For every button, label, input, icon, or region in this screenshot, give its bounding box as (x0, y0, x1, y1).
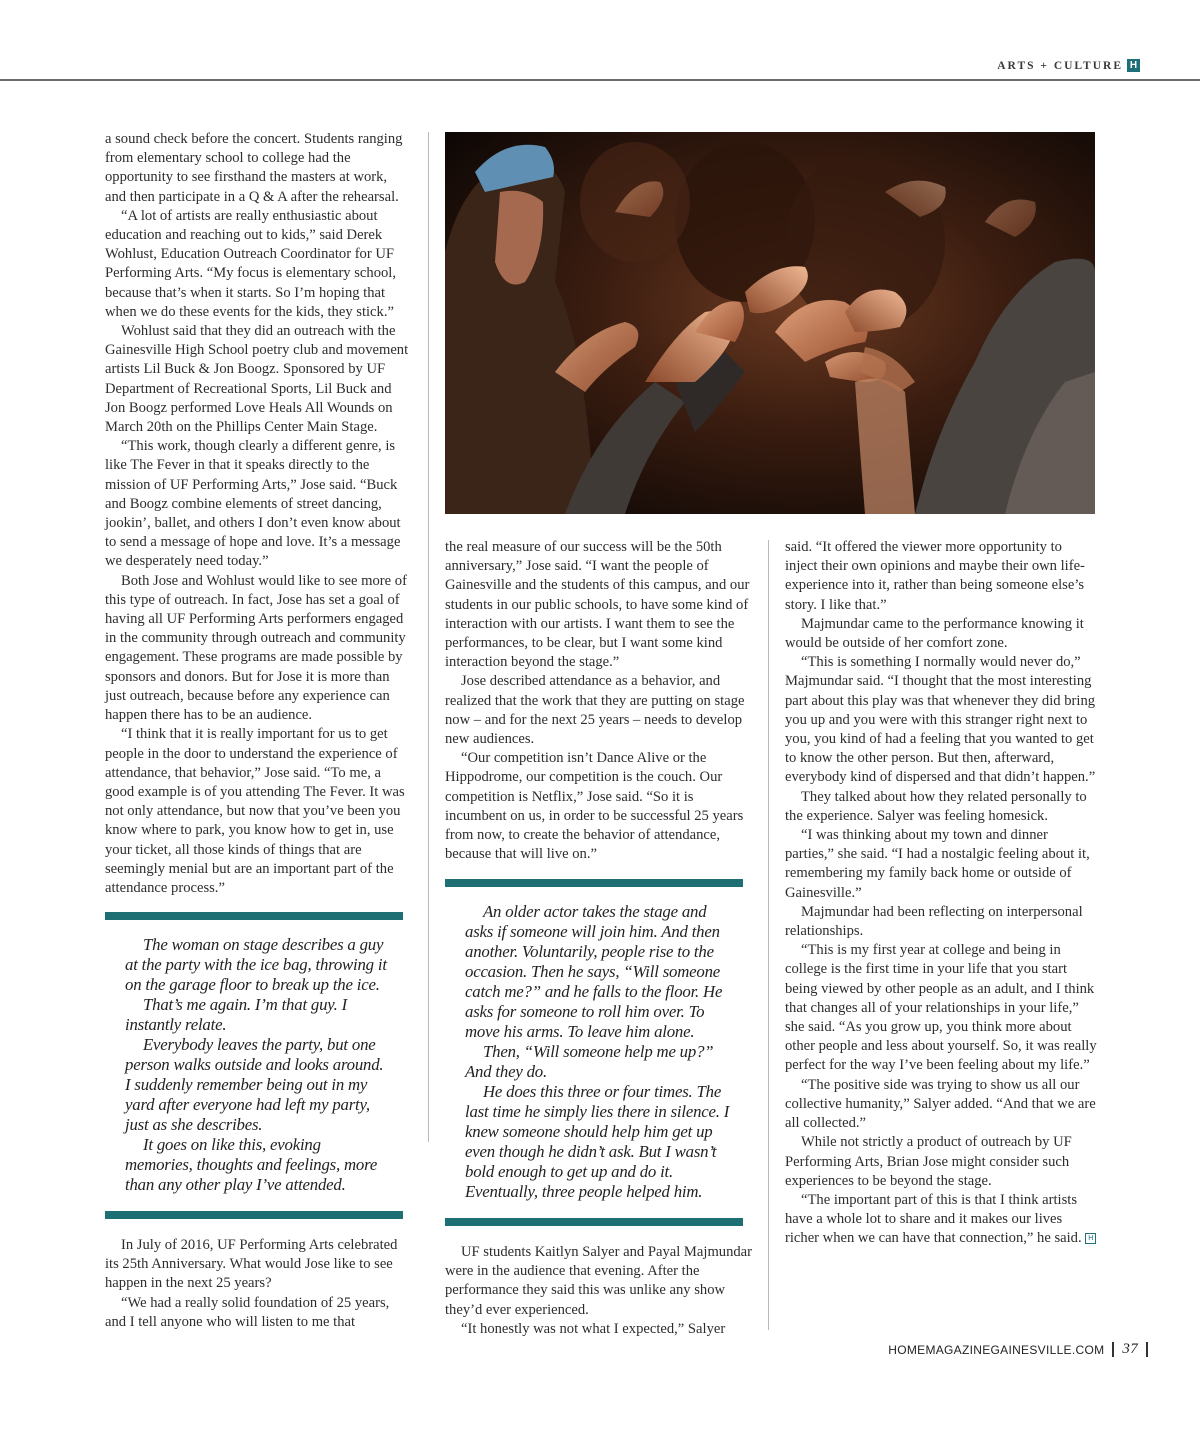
body-paragraph: “It honestly was not what I expected,” Salyer (461, 1320, 726, 1337)
body-paragraph: said. “It offered the viewer more opportunity to inject their own opinions and maybe their own life-experience into it, rather than being someone else’s story. I like that.” (785, 539, 1085, 613)
page-footer (888, 1341, 1148, 1358)
body-paragraph: Wohlust said that they did an outreach with the Gainesville High School poetry club and movement artists Lil Buck & Jon Boogz. Sponsored by UF Department of Recreational Sports, Lil Buck and Jon Boogz performed Love Heals All Wounds on March 20th on the Phillips Center Main Stage. (105, 323, 409, 436)
pullquote-paragraph: Everybody leaves the party, but one person walks outside and looks around. I suddenly remember being out in my yard after everyone had left my party, just as she describes. (125, 1035, 384, 1134)
body-paragraph: While not strictly a product of outreach by UF Performing Arts, Brian Jose might consider such experiences to be beyond the stage. (785, 1134, 1072, 1189)
column-divider (768, 540, 769, 1330)
body-paragraph: the real measure of our success will be the 50th anniversary,” Jose said. “I want the people of Gainesville and the students of this campus, and our students in our public schools, to have some kind of interaction with our artists. I want them to see the performances, to be clear, but I want some kind interaction beyond the stage.” (445, 539, 750, 671)
pullquote-2 (465, 902, 733, 1202)
pullquote-paragraph: An older actor takes the stage and asks if someone will join him. And then another. Voluntarily, people rise to the occasion. Then he says, “Will someone catch me?” and he falls to the floor. He asks for someone to roll him over. To move his arms. To leave him alone. (465, 902, 723, 1041)
body-paragraph: “This is my first year at college and being in college is the first time in your life that you start being viewed by other people as an adult, and I think that changes all of your relationships in your life,” she said. “As you grow up, you think more about other people and less about yourself. So, it was really perfect for the way I’ve been feeling about my life.” (785, 942, 1097, 1074)
body-paragraph: In July of 2016, UF Performing Arts celebrated its 25th Anniversary. What would Jose like to see happen in the next 25 years? (105, 1237, 398, 1292)
pullquote-1 (125, 935, 390, 1195)
article-column-1 (105, 130, 410, 898)
body-paragraph: “A lot of artists are really enthusiastic about education and reaching out to kids,” said Derek Wohlust, Education Outreach Coordinator for UF Performing Arts. “My focus is elementary school, because that’s when it starts. So I’m hoping that when we do these events for the kids, they stick.” (105, 207, 397, 320)
body-paragraph: “This is something I normally would never do,” Majmundar said. “I thought that the most interesting part about this play was that whenever they did bring you up and you were with this stranger right next to you, you kind of had a feeling that you wanted to get to know the other person. But then, afterward, everybody kind of dispersed and that didn’t happen.” (785, 654, 1096, 786)
body-paragraph: “The positive side was trying to show us all our collective humanity,” Salyer added. “And that we are all collected.” (785, 1076, 1096, 1132)
section-title: ARTS + CULTURE (997, 59, 1123, 72)
column-divider (428, 132, 429, 1142)
article-column-2 (445, 538, 757, 864)
body-paragraph: “I was thinking about my town and dinner parties,” she said. “I had a nostalgic feeling about it, remembering my family back home or outside of Gainesville.” (785, 827, 1090, 901)
footer-divider (1112, 1342, 1114, 1357)
closing-quote-text: “The important part of this is that I think artists have a whole lot to share and it makes our lives richer when we can have that connection,” he said. (785, 1191, 1082, 1247)
section-label (997, 59, 1140, 72)
body-paragraph: “I think that it is really important for us to get people in the door to understand the experience of attendance, that behavior,” Jose said. “To me, a good example is of you attending The Fever. It was not only attendance, but now that you’ve been you know where to park, you know how to get in, use your ticket, all those kinds of things that are seemingly menial but are an important part of the attendance process.” (105, 726, 405, 896)
article-column-3 (785, 538, 1097, 1249)
pullquote-paragraph: He does this three or four times. The last time he simply lies there in silence. I knew someone should help him get up even though he didn’t ask. But I wasn’t bold enough to get up and do it. Eventually, three people helped him. (465, 1082, 730, 1201)
body-paragraph: a sound check before the concert. Students ranging from elementary school to college had the opportunity to see firsthand the masters at work, and then participate in a Q & A after the rehearsal. (105, 131, 403, 205)
pullquote-paragraph: It goes on like this, evoking memories, thoughts and feelings, more than any other play I’ve attended. (125, 1135, 378, 1194)
pullquote-rule (105, 1211, 403, 1219)
footer-divider (1146, 1342, 1148, 1357)
body-paragraph: Both Jose and Wohlust would like to see more of this type of outreach. In fact, Jose has set a goal of having all UF Performing Arts performers engaged in the community through outreach and community engagement. These programs are made possible by sponsors and donors. But for Jose it is more than just outreach, because before any experience can happen there has to be an audience. (105, 572, 407, 724)
end-of-article-icon: H (1085, 1233, 1096, 1244)
body-paragraph: “We had a really solid foundation of 25 years, and I tell anyone who will listen to me that (105, 1294, 390, 1330)
body-paragraph: “This work, though clearly a different genre, is like The Fever in that it speaks directly to the mission of UF Performing Arts,” Jose said. “Buck and Boogz combine elements of street dancing, jookin’, ballet, and others I don’t even know about to send a message of hope and love. It’s a message we desperately need today.” (105, 438, 401, 570)
article-column-2-continued (445, 1243, 757, 1339)
photo-hands-reaching-icon (445, 132, 1095, 514)
body-paragraph: They talked about how they related personally to the experience. Salyer was feeling homesick. (785, 788, 1087, 824)
pullquote-rule (445, 1218, 743, 1226)
body-paragraph: Majmundar had been reflecting on interpersonal relationships. (785, 903, 1083, 940)
body-paragraph: UF students Kaitlyn Salyer and Payal Majmundar were in the audience that evening. After the performance they said this was unlike any show they’d ever experienced. (445, 1244, 753, 1318)
body-paragraph: Majmundar came to the performance knowing it would be outside of her comfort zone. (785, 615, 1084, 652)
pullquote-paragraph: Then, “Will someone help me up?” And they do. (465, 1042, 714, 1081)
header-rule (0, 79, 1200, 81)
home-logo-badge-icon: H (1127, 59, 1140, 72)
article-column-1-continued (105, 1236, 410, 1332)
feature-photo (445, 132, 1095, 514)
footer-url: HOMEMAGAZINEGAINESVILLE.COM (888, 1342, 1105, 1357)
pullquote-paragraph: The woman on stage describes a guy at the party with the ice bag, throwing it on the garage floor to break up the ice. (125, 935, 387, 994)
body-paragraph: “Our competition isn’t Dance Alive or the Hippodrome, our competition is the couch. Our competition is Netflix,” Jose said. “So it is incumbent on us, in order to be successful 25 years from now, to create the behavior of attendance, because that will live on.” (445, 750, 744, 863)
body-paragraph (785, 1191, 1097, 1249)
body-paragraph: Jose described attendance as a behavior, and realized that the work that they are putting on stage now – and for the next 25 years – needs to develop new audiences. (445, 673, 745, 748)
pullquote-rule (445, 879, 743, 887)
pullquote-paragraph: That’s me again. I’m that guy. I instantly relate. (125, 995, 347, 1034)
pullquote-rule (105, 912, 403, 920)
page-number: 37 (1122, 1341, 1138, 1357)
